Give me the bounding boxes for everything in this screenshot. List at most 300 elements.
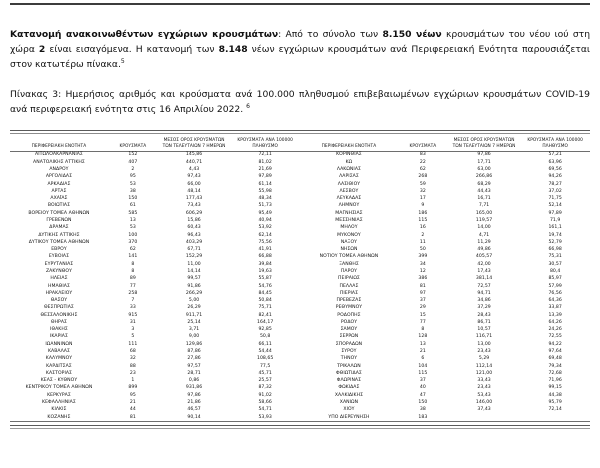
cell-per100k: 50,8 (259, 334, 271, 340)
cell-per100k: 71,9 (549, 217, 561, 223)
cell-per100k: 53,92 (258, 225, 272, 231)
table-bottom-rule-outer (10, 425, 590, 426)
cell-avg7: 14,00 (477, 225, 491, 231)
cell-cases: 62 (419, 167, 426, 172)
cell-cases: 34 (419, 261, 426, 267)
cell-per100k: 85,97 (548, 276, 562, 282)
cell-region: ΘΑΣΟΥ (50, 298, 68, 304)
cell-per100k: 75,71 (258, 305, 272, 311)
header-per100k-line1-left: ΚΡΟΥΣΜΑΤΑ ΑΝΑ 100000 (237, 138, 293, 144)
cell-per100k: 48,34 (258, 196, 272, 202)
cell-avg7: 17,43 (477, 268, 491, 274)
cell-cases: 47 (419, 392, 426, 398)
table-top-rule-inner (10, 133, 590, 134)
cell-per100k: 55,87 (258, 276, 272, 282)
cell-avg7: 33,43 (477, 378, 491, 384)
cell-region: ΚΕΑΣ - ΚΥΘΝΟΥ (40, 378, 78, 384)
cell-per100k: 57,21 (548, 152, 562, 158)
cell-cases: 6 (421, 356, 425, 362)
table-row (300, 188, 590, 195)
cell-cases: 53 (129, 225, 136, 231)
cell-per100k: 72,11 (258, 152, 272, 158)
cell-cases: 88 (129, 363, 136, 369)
header-per100k-right (520, 138, 590, 151)
cell-cases: 17 (419, 196, 426, 202)
cell-region: ΑΡΚΑΔΙΑΣ (47, 181, 71, 187)
cell-cases: 258 (128, 290, 138, 296)
cell-region: ΚΙΛΚΙΣ (51, 407, 67, 413)
table-row (300, 246, 590, 253)
cases-table-right (300, 138, 590, 422)
cell-cases: 81 (419, 283, 426, 289)
cell-region: ΧΑΛΚΙΔΙΚΗΣ (334, 392, 364, 398)
table-row (10, 173, 300, 180)
table-row (10, 203, 300, 210)
cell-cases: 8 (421, 327, 425, 333)
cell-avg7: 440,71 (185, 159, 203, 165)
cell-cases: 915 (128, 312, 138, 318)
footnote-marker-5: 5 (120, 58, 125, 66)
intro-bold-domestic-cases: 8.148 (218, 44, 248, 56)
cell-per100k: 19,63 (258, 268, 272, 274)
cell-region: ΣΕΡΡΩΝ (339, 334, 359, 340)
cell-avg7: 72,57 (477, 283, 491, 289)
cell-cases: 11 (419, 239, 426, 245)
cell-avg7: 97,43 (187, 174, 201, 180)
table-row (10, 181, 300, 188)
cell-per100k: 161,1 (548, 225, 562, 231)
table-row (10, 254, 300, 261)
cell-cases: 32 (129, 356, 136, 362)
cell-per100k: 82,41 (258, 312, 272, 318)
cell-avg7: 5,29 (478, 356, 490, 362)
cell-per100k: 55,98 (258, 188, 272, 194)
table-row (300, 399, 590, 406)
header-avg7-right (448, 138, 521, 151)
table-bottom-rule-inner (10, 428, 590, 429)
cell-region: ΦΘΙΩΤΙΔΑΣ (335, 370, 362, 376)
table-row (10, 232, 300, 239)
cell-cases: 585 (128, 210, 138, 216)
cell-per100k: 72,55 (548, 334, 562, 340)
table-caption-text: Πίνακας 3: Ημερήσιος αριθμός και κρούσματα ανά 100.000 πληθυσμού επιβεβαιωμένων εγχώριων κρουσμάτων COVID-19 ανά περιφερειακή ενότητα στις 16 Απριλίου 2022. (10, 88, 590, 115)
intro-segment-4: νέων εγχώριων κρουσμάτων ανά Περιφερειακή Ενότητα παρουσιάζεται στον κατωτέρω πίνακα. (10, 44, 590, 71)
cell-avg7: 48,14 (187, 188, 201, 194)
cell-avg7: 177,43 (185, 196, 203, 202)
table-head-left (10, 138, 300, 151)
cases-table-left (10, 138, 300, 422)
cell-region: ΒΟΙΩΤΙΑΣ (47, 203, 71, 209)
cell-cases: 2 (131, 167, 135, 172)
cell-avg7: 23,43 (477, 349, 491, 355)
cell-region: ΦΛΩΡΙΝΑΣ (336, 378, 362, 384)
cell-region: ΒΟΡΕΙΟΥ ΤΟΜΕΑ ΑΘΗΝΩΝ (28, 210, 90, 216)
cell-region: ΚΕΡΚΥΡΑΣ (47, 392, 71, 398)
cell-per100k: 75,56 (258, 239, 272, 245)
cell-avg7: 931,86 (185, 385, 203, 391)
table-row (300, 334, 590, 341)
cell-region: ΕΒΡΟΥ (51, 247, 67, 253)
cell-per100k: 97,89 (258, 174, 272, 180)
cell-avg7: 381,14 (475, 276, 493, 282)
table-row (300, 385, 590, 392)
cell-region: ΑΝΑΤΟΛΙΚΗΣ ΑΤΤΙΚΗΣ (33, 159, 85, 165)
cell-cases: 15 (419, 312, 426, 318)
table-row (300, 319, 590, 326)
table-row (10, 297, 300, 304)
cell-per100k (520, 414, 590, 422)
cell-per100k: 164,17 (256, 319, 274, 325)
table-row (10, 195, 300, 202)
cell-avg7: 4,71 (478, 232, 490, 238)
cell-cases: 1 (131, 378, 135, 384)
cell-per100k: 75,31 (548, 254, 562, 260)
cell-cases: 83 (419, 152, 426, 158)
cell-region: ΘΕΣΠΡΩΤΙΑΣ (44, 305, 74, 311)
cell-cases: 115 (418, 217, 428, 223)
cell-cases: 77 (129, 283, 136, 289)
cell-avg7: 266,29 (185, 290, 203, 296)
cell-region: ΑΡΓΟΛΙΔΑΣ (45, 174, 73, 180)
cell-cases: 5 (131, 334, 135, 340)
header-avg7-line2-left: ΤΩΝ ΤΕΛΕΥΤΑΙΩΝ 7 ΗΜΕΡΩΝ (162, 143, 226, 149)
table-row (10, 275, 300, 282)
header-per100k-line2-left: ΠΛΗΘΥΣΜΟ (252, 143, 278, 149)
cell-region: ΥΠΟ ΔΙΕΡΕΥΝΗΣΗ (300, 414, 398, 422)
cell-per100k: 58,66 (258, 400, 272, 405)
cell-cases: 7 (131, 298, 135, 304)
cell-per100k: 72,68 (548, 370, 562, 376)
cell-cases: 12 (419, 268, 426, 274)
cell-per100k: 33,87 (548, 305, 562, 311)
cell-region: ΚΑΛΥΜΝΟΥ (45, 356, 73, 362)
cell-per100k: 41,91 (258, 247, 272, 253)
cell-region: ΚΑΒΑΛΑΣ (47, 349, 70, 355)
cell-avg7: 606,29 (185, 210, 203, 216)
cell-cases: 152 (128, 152, 138, 158)
cell-per100k: 45,71 (258, 370, 272, 376)
table-columns-container (10, 138, 590, 422)
header-avg7-left (158, 138, 231, 151)
table-row (10, 188, 300, 195)
table-row (300, 312, 590, 319)
cell-avg7: 73,43 (187, 203, 201, 209)
cell-region: ΛΕΣΒΟΥ (339, 188, 359, 194)
table-row (10, 406, 300, 413)
cell-region: ΤΗΝΟΥ (340, 356, 358, 362)
cell-region: ΔΥΤΙΚΟΥ ΤΟΜΕΑ ΑΘΗΝΩΝ (28, 239, 90, 245)
cell-per100k: 87,32 (258, 385, 272, 391)
cell-avg7: 42,00 (477, 261, 491, 267)
cell-region: ΚΩ (345, 159, 353, 165)
cell-avg7: 15,86 (187, 217, 201, 223)
table-row (300, 297, 590, 304)
table-row (300, 151, 590, 159)
table-row (10, 283, 300, 290)
cell-cases: 21 (419, 349, 426, 355)
cell-avg7: 0,86 (188, 378, 200, 384)
table-row (300, 363, 590, 370)
table-row (300, 210, 590, 217)
cell-region: ΣΑΜΟΥ (340, 327, 358, 333)
cell-per100k: 108,65 (256, 356, 274, 362)
cell-region: ΝΟΤΙΟΥ ΤΟΜΕΑ ΑΘΗΝΩΝ (319, 254, 379, 260)
header-per100k-line1-right: ΚΡΟΥΣΜΑΤΑ ΑΝΑ 100000 (527, 138, 583, 144)
cell-region: ΕΥΒΟΙΑΣ (48, 254, 70, 260)
table-row (300, 232, 590, 239)
cell-region: ΞΑΝΘΗΣ (339, 261, 359, 267)
cell-region: ΝΗΣΩΝ (340, 247, 358, 253)
cell-cases: 68 (129, 349, 136, 355)
cell-cases: 183 (398, 414, 448, 422)
cell-cases: 150 (418, 400, 428, 405)
table-row (10, 385, 300, 392)
cell-avg7: 116,71 (475, 334, 493, 340)
intro-lead-bold: Κατανομή ανακοινωθέντων εγχώριων κρουσμάτων (10, 29, 279, 40)
table-row (10, 319, 300, 326)
cell-cases: 38 (129, 188, 136, 194)
table-row (300, 203, 590, 210)
cell-per100k: 61,14 (258, 181, 272, 187)
cell-cases: 386 (418, 276, 428, 282)
cell-cases: 23 (129, 370, 136, 376)
cell-avg7: 165,00 (475, 210, 493, 216)
intro-segment-2: κρουσμάτων του νέου ιού στη χώρα (10, 29, 591, 56)
table-row (300, 341, 590, 348)
header-region-left: ΠΕΡΙΦΕΡΕΙΑΚΗ ΕΝΟΤΗΤΑ (10, 138, 108, 151)
cell-cases: 104 (418, 363, 428, 369)
cell-avg7: 7,71 (478, 203, 490, 209)
cell-avg7: 4,43 (188, 167, 200, 172)
cell-cases: 22 (419, 159, 426, 165)
table-row (10, 363, 300, 370)
table-caption (10, 87, 590, 117)
cell-avg7: 91,86 (187, 283, 201, 289)
cell-cases: 3 (131, 327, 135, 333)
header-cases-left: ΚΡΟΥΣΜΑΤΑ (108, 138, 158, 151)
cell-region: ΕΥΡΥΤΑΝΙΑΣ (44, 261, 74, 267)
table-row (10, 290, 300, 297)
cell-avg7: 11,00 (187, 261, 201, 267)
table-row (10, 370, 300, 377)
table-row (10, 151, 300, 159)
cell-avg7: 97,57 (187, 363, 201, 369)
cell-cases: 186 (418, 210, 428, 216)
document-page (0, 3, 600, 468)
cell-avg7: 90,14 (158, 414, 231, 422)
cell-cases: 268 (418, 174, 428, 180)
header-region-right: ΠΕΡΙΦΕΡΕΙΑΚΗ ΕΝΟΤΗΤΑ (300, 138, 398, 151)
cell-cases: 29 (419, 305, 426, 311)
cell-region: ΙΘΑΚΗΣ (50, 327, 68, 333)
table-row (300, 268, 590, 275)
cell-per100k: 69,56 (548, 167, 562, 172)
cell-per100k: 25,57 (258, 378, 272, 384)
table-row (300, 406, 590, 413)
cell-per100k: 54,71 (258, 407, 272, 413)
cell-cases: 8 (131, 268, 135, 274)
table-row (300, 275, 590, 282)
cell-region: ΧΑΝΙΩΝ (339, 400, 359, 405)
cell-cases: 8 (131, 261, 135, 267)
cell-region: ΚΟΡΙΝΘΙΑΣ (336, 152, 362, 158)
cell-avg7: 34,86 (477, 298, 491, 304)
cell-per100k: 72,14 (548, 407, 562, 413)
cell-avg7: 63,00 (477, 167, 491, 172)
cell-cases: 37 (419, 298, 426, 304)
cell-per100k: 79,34 (548, 363, 562, 369)
table-row (300, 181, 590, 188)
cell-region: ΜΗΛΟΥ (340, 225, 358, 231)
cell-region: ΜΕΣΣΗΝΙΑΣ (335, 217, 363, 223)
cell-per100k: 77,5 (259, 363, 271, 369)
cell-avg7: 129,86 (185, 341, 203, 347)
cell-cases: 59 (419, 181, 426, 187)
cell-cases: 399 (418, 254, 428, 260)
cell-per100k: 54,76 (258, 283, 272, 289)
cell-avg7: 145,86 (185, 152, 203, 158)
cell-avg7: 28,43 (477, 312, 491, 318)
cell-cases: 95 (129, 174, 136, 180)
cell-per100k: 92,85 (258, 327, 272, 333)
table-row (10, 305, 300, 312)
table-row (10, 261, 300, 268)
table-row (10, 355, 300, 362)
cell-per100k: 53,93 (230, 414, 300, 422)
cell-avg7: 68,29 (477, 181, 491, 187)
intro-bold-imported-count: 2 (38, 44, 46, 56)
cell-cases: 53 (129, 181, 136, 187)
cell-cases: 37 (419, 378, 426, 384)
table-row (300, 224, 590, 231)
cell-region: ΦΩΚΙΔΑΣ (338, 385, 360, 391)
cell-avg7: 60,43 (187, 225, 201, 231)
cell-per100k: 21,69 (258, 167, 272, 172)
table-row (300, 195, 590, 202)
cell-avg7: 403,29 (185, 239, 203, 245)
table-row (300, 254, 590, 261)
cell-per100k: 63,96 (548, 159, 562, 165)
table-row (300, 159, 590, 166)
table-right-half (300, 138, 590, 422)
cell-per100k: 66,88 (258, 254, 272, 260)
cell-per100k: 97,64 (548, 349, 562, 355)
cell-region: ΑΙΤΩΛΟΑΚΑΡΝΑΝΙΑΣ (35, 152, 83, 158)
cell-avg7: 911,71 (185, 312, 203, 318)
cell-per100k: 66,98 (548, 247, 562, 253)
cell-region: ΔΥΤΙΚΗΣ ΑΤΤΙΚΗΣ (38, 232, 80, 238)
cell-avg7: 44,43 (477, 188, 491, 194)
cell-avg7: 11,29 (477, 239, 491, 245)
header-per100k-line2-right: ΠΛΗΘΥΣΜΟ (542, 143, 568, 149)
table-row (10, 239, 300, 246)
cell-per100k: 19,74 (548, 232, 562, 238)
cell-avg7: 94,71 (477, 290, 491, 296)
header-avg7-line2-right: ΤΩΝ ΤΕΛΕΥΤΑΙΩΝ 7 ΗΜΕΡΩΝ (452, 143, 516, 149)
cell-region: ΚΑΣΤΟΡΙΑΣ (45, 370, 72, 376)
table-row (300, 239, 590, 246)
cell-cases: 61 (129, 203, 136, 209)
cell-region: ΛΕΥΚΑΔΑΣ (336, 196, 362, 202)
cell-region: ΠΕΛΛΑΣ (339, 283, 359, 289)
cell-cases: 44 (129, 407, 136, 413)
cell-region: ΜΥΚΟΝΟΥ (337, 232, 361, 238)
cell-avg7: 152,29 (185, 254, 203, 260)
cell-cases: 128 (418, 334, 428, 340)
cell-region: ΤΡΙΚΑΛΩΝ (337, 363, 361, 369)
table-row (10, 217, 300, 224)
cell-per100k: 57,99 (548, 283, 562, 289)
cell-per100k: 95,49 (258, 210, 272, 216)
cell-region: ΛΗΜΝΟΥ (338, 203, 360, 209)
cell-region: ΗΡΑΚΛΕΙΟΥ (45, 290, 73, 296)
cell-per100k: 64,36 (548, 298, 562, 304)
header-cases-right: ΚΡΟΥΣΜΑΤΑ (398, 138, 448, 151)
table-row (300, 166, 590, 173)
cell-avg7: 119,57 (475, 217, 493, 223)
cell-avg7: 21,86 (187, 400, 201, 405)
cell-region: ΙΚΑΡΙΑΣ (49, 334, 68, 340)
cell-avg7: 49,86 (477, 247, 491, 253)
cell-avg7: 3,71 (188, 327, 200, 333)
cell-cases: 81 (108, 414, 158, 422)
cell-cases: 33 (129, 305, 136, 311)
cell-region: ΑΡΤΑΣ (51, 188, 67, 194)
cell-region: ΖΑΚΥΝΘΟΥ (45, 268, 72, 274)
header-avg7-line1-left: ΜΕΣΟΣ ΟΡΟΣ ΚΡΟΥΣΜΑΤΩΝ (163, 138, 225, 144)
cell-avg7: 37,29 (477, 305, 491, 311)
cell-per100k: 54,44 (258, 349, 272, 355)
intro-bold-total-cases: 8.150 νέων (382, 29, 442, 40)
cell-per100k: 94,22 (548, 341, 562, 347)
cell-cases: 13 (419, 341, 426, 347)
table-row (10, 246, 300, 253)
cell-cases: 111 (128, 341, 138, 347)
table-row (300, 326, 590, 333)
table-row (300, 305, 590, 312)
cell-avg7 (448, 414, 521, 422)
cell-avg7: 97,86 (477, 152, 491, 158)
cell-region: ΣΠΟΡΑΔΩΝ (335, 341, 363, 347)
cell-per100k: 37,02 (548, 188, 562, 194)
cell-cases: 77 (419, 319, 426, 325)
table-row (10, 377, 300, 384)
table-row (10, 166, 300, 173)
table-row (10, 224, 300, 231)
cell-cases: 16 (419, 225, 426, 231)
table-row (10, 392, 300, 399)
table-row (300, 348, 590, 355)
table-row (10, 348, 300, 355)
cell-per100k: 62,14 (258, 232, 272, 238)
header-per100k-left (230, 138, 300, 151)
table-row (300, 355, 590, 362)
cell-region: ΠΑΡΟΥ (340, 268, 357, 274)
cell-region: ΣΥΡΟΥ (341, 349, 357, 355)
cell-per100k: 52,79 (548, 239, 562, 245)
cell-region: ΔΡΑΜΑΣ (49, 225, 69, 231)
cell-per100k: 91,02 (258, 392, 272, 398)
cell-avg7: 99,57 (187, 276, 201, 282)
cell-avg7: 9,00 (188, 334, 200, 340)
intro-segment-1: Από το σύνολο των (281, 29, 383, 40)
table-body-right (300, 151, 590, 421)
cell-per100k: 76,56 (548, 290, 562, 296)
cell-avg7: 27,86 (187, 356, 201, 362)
table-row (10, 312, 300, 319)
cell-per100k: 39,84 (258, 261, 272, 267)
cell-avg7: 28,71 (187, 370, 201, 376)
